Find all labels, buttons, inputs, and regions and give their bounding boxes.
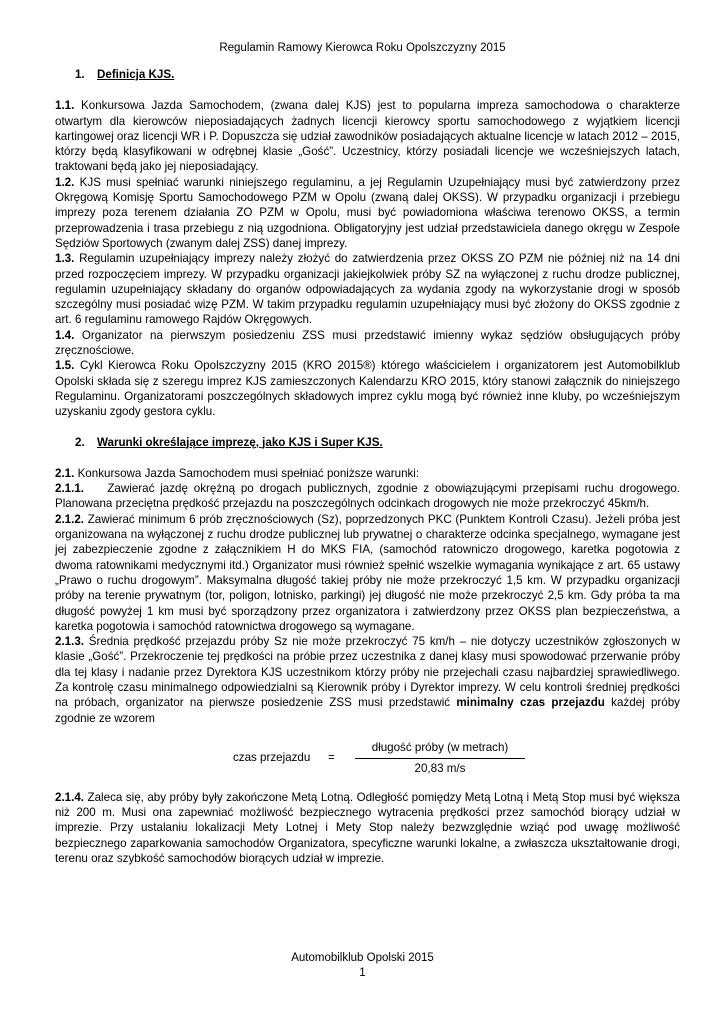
paragraph-text: KJS musi spełniać warunki niniejszego regulaminu, a jej Regulamin Uzupełniający musi być zatwierdzony przez Okręgową Komisję Sportu Samochodowego PZM w Opolu (zwaną dalej OKSS). W przypadku organizacji i przebiegu imprezy poza terenem działania ZO PZM w Opolu, musi być powiadomiona właściwa terenowo OKSS, a termin przeprowadzenia i trasa przebiegu z nią uzgodniona. Obligatoryjny jest udział przedstawiciela danego okręgu w Zespole Sędziów Sportowych (zwanym dalej ZSS) danej imprezy. <box>55 175 680 250</box>
paragraph-text: Organizator na pierwszym posiedzeniu ZSS musi przedstawić imienny wykaz sędziów obsługujących próby zręcznościowe. <box>55 328 680 358</box>
paragraph-text: Zawierać minimum 6 prób zręcznościowych (Sz), poprzedzonych PKC (Punktem Kontroli Czasu). Jeżeli próba jest organizowana na wyłączonej z ruchu drodze publicznej lub prywatnej o charakterze odcinka specjalnego, wymagane jest jej zabezpieczenie zgodne z załącznikiem H do MKS FIA, (samochód ratowniczo drogowego, karetka pogotowia z dwoma ratownikami medycznymi itd.) Organizator musi również spełnić wszelkie wymagania wynikające z art. 65 ustawy „Prawo o ruchu drogowym”. Maksymalna długość takiej próby nie może przekroczyć 1,5 km. W przypadku organizacji próby na terenie prywatnym (tor, poligon, lotnisko, parkingi) jej długość nie może przekroczyć 2,5 km. Gdy próba ta ma długość powyżej 1 km musi być sporządzony przez organizatora i zatwierdzony przez OKSS plan bezpieczeństwa, a karetka pogotowia i samochód ratownictwa drogowego są wymagane. <box>55 512 680 633</box>
paragraph-number: 2.1.4. <box>55 790 85 804</box>
formula-denominator: 20,83 m/s <box>414 761 466 775</box>
paragraph-number: 1.2. <box>55 175 75 189</box>
paragraph-text: Cykl Kierowca Roku Opolszczyzny 2015 (KRO 2015®) którego właścicielem i organizatorem jest Automobilklub Opolski składa się z szeregu imprez KJS zamieszczonych Kalendarzu KRO 2015, który stanowi załącznik do niniejszego Regulaminu. Organizatorami poszczególnych składowych imprez cyklu mogą być również inne kluby, po wcześniejszym uzyskaniu zgody gestora cyklu. <box>55 359 680 419</box>
paragraph-2-1-2 <box>55 512 680 634</box>
paragraph-number: 2.1. <box>55 466 75 480</box>
section-number: 2. <box>75 435 85 449</box>
paragraph-text: każdej próby zgodnie ze wzorem <box>55 696 680 725</box>
section-1-title <box>75 67 680 82</box>
paragraph-2-1 <box>55 466 680 481</box>
paragraph-number: 2.1.3. <box>55 635 85 649</box>
paragraph-1-4 <box>55 328 680 359</box>
section-number: 1. <box>75 68 85 81</box>
formula-lhs: czas przejazdu <box>233 750 311 764</box>
paragraph-number: 1.1. <box>55 99 75 113</box>
emphasis-text: minimalny czas przejazdu <box>456 696 605 710</box>
paragraph-text: Zaleca się, aby próby były zakończone Metą Lotną. Odległość pomiędzy Metą Lotną i Metą Stop musi być większa niż 200 m. Musi ona zapewniać możliwość bezpiecznego wytracenia prędkości przez samochód biorący udział w imprezie. Przy ustalaniu lokalizacji Mety Lotnej i Mety Stop należy bezwzględnie wziąć pod uwagę możliwość bezpiecznego zaparkowania samochodów Organizatora, specyficzne warunki lokalne, a zwłaszcza ukształtowanie drogi, terenu oraz szybkość samochodów biorących udział w imprezie. <box>55 790 680 866</box>
page-number: 1 <box>359 967 366 979</box>
section-heading: Warunki określające imprezę, jako KJS i Super KJS. <box>97 435 383 449</box>
paragraph-number: 1.5. <box>55 359 75 373</box>
paragraph-2-1-4 <box>55 790 680 866</box>
paragraph-1-3 <box>55 251 680 327</box>
section-heading: Definicja KJS. <box>97 68 175 81</box>
paragraph-number: 1.3. <box>55 252 75 266</box>
paragraph-1-2 <box>55 175 680 251</box>
page-header: Regulamin Ramowy Kierowca Roku Opolszczyzny 2015 <box>219 42 506 54</box>
formula-numerator: długość próby (w metrach) <box>371 740 509 754</box>
fraction-bar <box>355 758 525 759</box>
page-footer <box>0 951 725 981</box>
paragraph-number: 1.4. <box>55 328 75 342</box>
formula-equals: = <box>328 750 335 764</box>
paragraph-text: Zawierać jazdę okrężną po drogach publicznych, zgodnie z obowiązującymi przepisami ruchu drogowego. Planowana przeciętna prędkość przejazdu na poszczególnych odcinkach drogowych nie może przekroczyć 45km/h. <box>55 482 684 511</box>
paragraph-1-1 <box>55 98 680 174</box>
paragraph-number: 2.1.1. <box>55 482 85 496</box>
paragraph-text: Regulamin uzupełniający imprezy należy złożyć do zatwierdzenia przez OKSS ZO PZM nie później niż na 14 dni przed rozpoczęciem imprezy. W przypadku organizacji jakiejkolwiek próby SZ na wyłączonej z ruchu drodze publicznej, regulamin uzupełniający składany do organów odpowiadających za wydania zgody na wykorzystanie drogi w sposób szczególny musi posiadać wizę PZM. W takim przypadku regulamin uzupełniający musi być złożony do OKSS zgodnie z art. 6 regulaminu ramowego Rajdów Okręgowych. <box>55 252 680 327</box>
paragraph-1-5 <box>55 358 680 419</box>
paragraph-2-1-3 <box>55 634 680 726</box>
speed-formula <box>55 740 680 778</box>
paragraph-text: Średnia prędkość przejazdu próby Sz nie może przekroczyć 75 km/h – nie dotyczy uczestników zgłoszonych w klasie „Gość”. Przekroczenie tej prędkości na próbie przez uczestnika z danej klasy musi spowodować przerwanie próby dla tej klasy i nadanie przez Dyrektora KJS uczestnikom którzy próby nie przejechali czasu najbardziej sprawiedliwego. Za kontrolę czasu minimalnego odpowiedzialni są Kierownik próby i Dyrektor imprezy. W celu kontroli średniej prędkości na próbach, organizator na pierwsze posiedzenie ZSS musi przedstawić <box>55 635 680 710</box>
document-body <box>55 67 684 866</box>
paragraph-number: 2.1.2. <box>55 512 85 526</box>
paragraph-text: Konkursowa Jazda Samochodem, (zwana dalej KJS) jest to popularna impreza samochodowa o charakterze otwartym dla kierowców nieposiadających żadnych licencji kierowcy sportu samochodowego z wyjątkiem licencji kartingowej oraz licencji WR i P. Dopuszcza się udział zawodników posiadających aktualne licencje w latach 2012 – 2015, którzy będą klasyfikowani w odrębnej klasie „Gość”. Uczestnicy, którzy posiadali licencje we wcześniejszych latach, traktowani będą jako jej nieposiadający. <box>55 99 680 174</box>
footer-org: Automobilklub Opolski 2015 <box>291 952 434 964</box>
section-2-title <box>75 435 680 450</box>
paragraph-text: Konkursowa Jazda Samochodem musi spełniać poniższe warunki: <box>74 466 420 480</box>
paragraph-2-1-1 <box>55 481 684 512</box>
